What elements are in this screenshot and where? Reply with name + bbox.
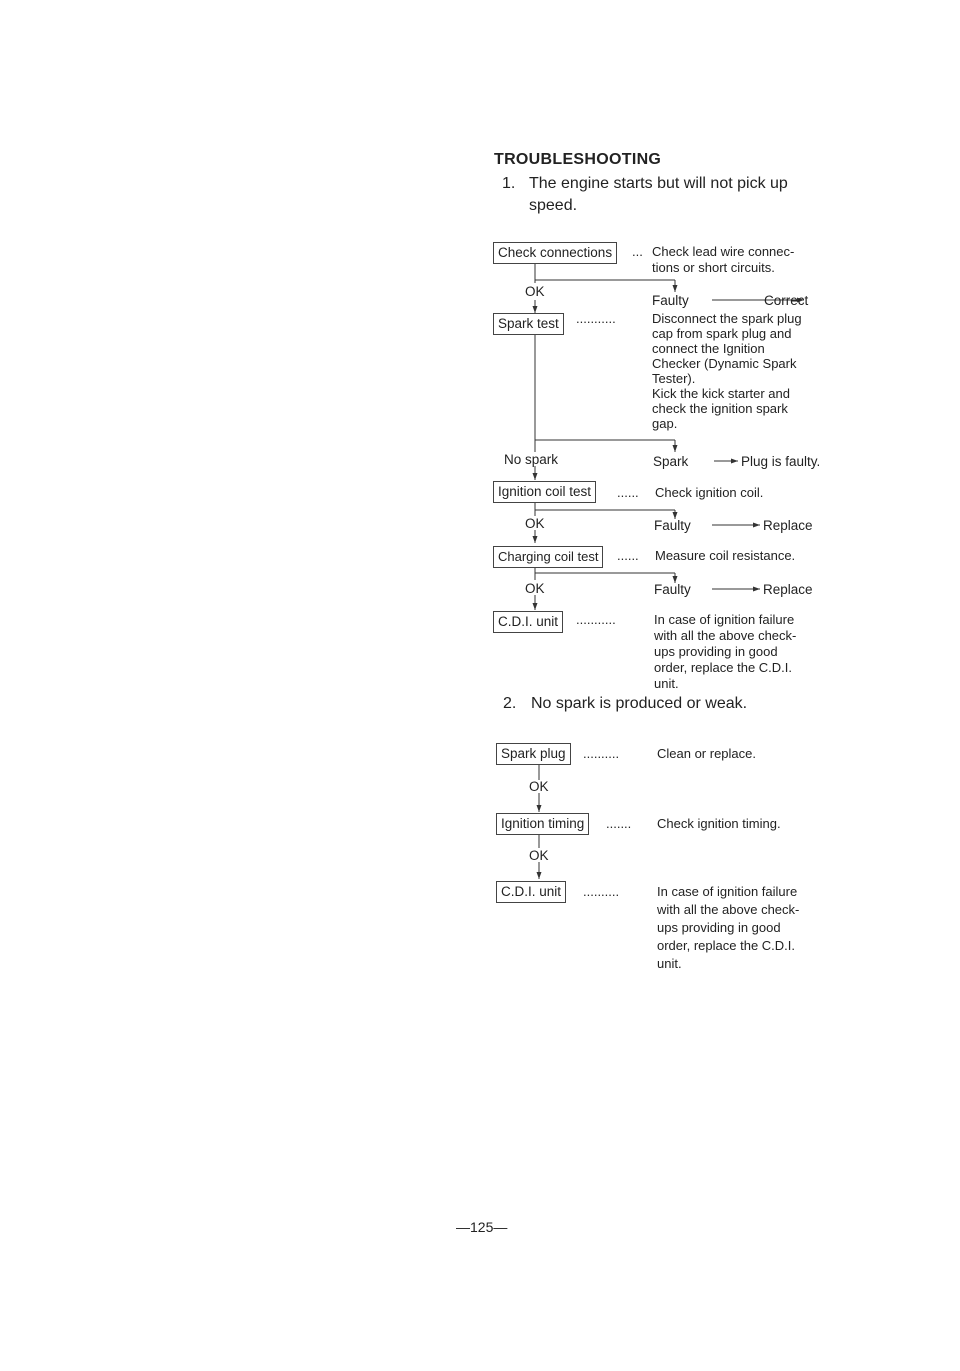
spark-test-desc-6: Kick the kick starter and bbox=[652, 386, 790, 401]
charging-coil-test-desc: Measure coil resistance. bbox=[655, 548, 796, 563]
page-number: —125— bbox=[456, 1219, 508, 1235]
no-spark-label: No spark bbox=[504, 452, 559, 467]
cdi-unit-desc-2-2: with all the above check- bbox=[657, 902, 800, 917]
cdi-unit-desc-1-3: ups providing in good bbox=[654, 644, 778, 659]
spark-label: Spark bbox=[653, 454, 689, 469]
cdi-unit-leader-1: ........... bbox=[576, 612, 616, 627]
charging-coil-test-result: Replace bbox=[763, 582, 813, 597]
ignition-coil-test-leader: ...... bbox=[617, 485, 639, 500]
cdi-unit-leader-2: .......... bbox=[583, 884, 620, 899]
spark-test-box: Spark test bbox=[493, 313, 564, 335]
spark-test-desc-1: Disconnect the spark plug bbox=[652, 311, 802, 326]
section-2-number: 2. bbox=[503, 695, 517, 712]
ignition-timing-leader: ....... bbox=[606, 816, 632, 831]
ignition-timing-box: Ignition timing bbox=[496, 813, 589, 835]
check-connections-desc-2: tions or short circuits. bbox=[652, 260, 775, 275]
spark-plug-ok: OK bbox=[529, 779, 549, 794]
section-1-title-line-1: The engine starts but will not pick up bbox=[529, 175, 788, 192]
spark-plug-box: Spark plug bbox=[496, 743, 571, 765]
cdi-unit-desc-1-5: unit. bbox=[654, 676, 679, 691]
check-connections-leader: ... bbox=[632, 244, 643, 259]
spark-plug-desc: Clean or replace. bbox=[657, 746, 756, 761]
spark-plug-leader: .......... bbox=[583, 746, 620, 761]
check-connections-box: Check connections bbox=[493, 242, 617, 264]
spark-test-desc-4: Checker (Dynamic Spark bbox=[652, 356, 797, 371]
ignition-coil-test-desc: Check ignition coil. bbox=[655, 485, 764, 500]
cdi-unit-desc-2-4: order, replace the C.D.I. bbox=[657, 938, 796, 953]
check-connections-ok: OK bbox=[525, 284, 545, 299]
charging-coil-test-ok: OK bbox=[525, 581, 545, 596]
cdi-unit-desc-1-2: with all the above check- bbox=[654, 628, 797, 643]
ignition-timing-ok: OK bbox=[529, 848, 549, 863]
charging-coil-test-box: Charging coil test bbox=[493, 546, 603, 568]
ignition-coil-test-faulty: Faulty bbox=[654, 518, 691, 533]
cdi-unit-desc-1-1: In case of ignition failure bbox=[654, 612, 795, 627]
spark-test-desc-7: check the ignition spark bbox=[652, 401, 788, 416]
ignition-coil-test-box: Ignition coil test bbox=[493, 481, 596, 503]
spark-test-desc-2: cap from spark plug and bbox=[652, 326, 792, 341]
charging-coil-test-leader: ...... bbox=[617, 548, 639, 563]
section-1-number: 1. bbox=[502, 175, 516, 192]
cdi-unit-desc-2-1: In case of ignition failure bbox=[657, 884, 798, 899]
cdi-unit-desc-1-4: order, replace the C.D.I. bbox=[654, 660, 793, 675]
spark-test-desc-8: gap. bbox=[652, 416, 678, 431]
spark-result: Plug is faulty. bbox=[741, 454, 821, 469]
spark-test-leader: ........... bbox=[576, 311, 616, 326]
check-connections-result: Correct bbox=[764, 293, 809, 308]
cdi-unit-desc-2-5: unit. bbox=[657, 956, 682, 971]
ignition-coil-test-result: Replace bbox=[763, 518, 813, 533]
charging-coil-test-faulty: Faulty bbox=[654, 582, 691, 597]
spark-test-desc-3: connect the Ignition bbox=[652, 341, 765, 356]
check-connections-desc-1: Check lead wire connec- bbox=[652, 244, 795, 259]
spark-test-desc-5: Tester). bbox=[652, 371, 696, 386]
page-heading: TROUBLESHOOTING bbox=[494, 151, 662, 168]
section-1-title-line-2: speed. bbox=[529, 197, 578, 214]
check-connections-faulty: Faulty bbox=[652, 293, 689, 308]
cdi-unit-box-1: C.D.I. unit bbox=[493, 611, 563, 633]
cdi-unit-desc-2-3: ups providing in good bbox=[657, 920, 781, 935]
cdi-unit-box-2: C.D.I. unit bbox=[496, 881, 566, 903]
ignition-coil-test-ok: OK bbox=[525, 516, 545, 531]
section-2-title: No spark is produced or weak. bbox=[531, 695, 748, 712]
ignition-timing-desc: Check ignition timing. bbox=[657, 816, 781, 831]
